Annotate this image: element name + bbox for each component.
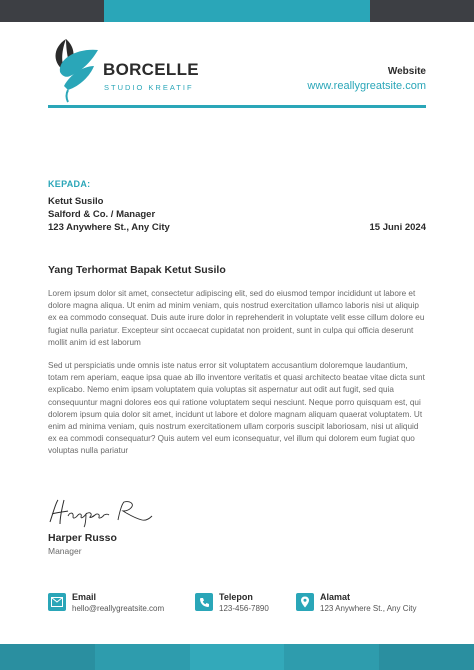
recipient-name: Ketut Susilo xyxy=(48,196,104,207)
contact-phone xyxy=(195,592,269,613)
header-divider xyxy=(48,105,426,108)
salutation: Yang Terhormat Bapak Ketut Susilo xyxy=(48,264,226,276)
top-bar-dark-right xyxy=(370,0,474,22)
contact-address xyxy=(296,592,417,613)
mail-icon xyxy=(48,593,66,611)
bottom-bar-segment xyxy=(95,644,190,670)
recipient-label: KEPADA: xyxy=(48,179,91,189)
letter-date: 15 Juni 2024 xyxy=(369,222,426,233)
handwritten-signature xyxy=(46,496,156,528)
website-link[interactable]: www.reallygreatsite.com xyxy=(307,80,426,92)
brand-subtitle: STUDIO KREATIF xyxy=(104,83,194,92)
top-bar-teal xyxy=(104,0,370,22)
body-paragraph-1: Lorem ipsum dolor sit amet, consectetur adipiscing elit, sed do eiusmod tempor incididunt ut labore et dolore magna aliqua. Ut enim ad minim veniam, quis nostrud exercitation ullamco laboris nisi ut aliquip ex ea commodo consequat. Duis aute irure dolor in reprehenderit in voluptate velit esse cillum dolore eu fugiat nulla pariatur. Excepteur sint occaecat cupidatat non proident, sunt in culpa qui officia deserunt mollit anim id est laborum xyxy=(48,289,425,347)
address-label: Alamat xyxy=(320,592,351,602)
bottom-color-bar xyxy=(0,644,474,670)
top-color-bar xyxy=(0,0,474,22)
phone-icon xyxy=(195,593,213,611)
phone-value[interactable]: 123-456-7890 xyxy=(219,604,269,613)
phone-label: Telepon xyxy=(219,592,253,602)
recipient-address: 123 Anywhere St., Any City xyxy=(48,222,170,233)
website-label: Website xyxy=(387,66,426,77)
email-value[interactable]: hello@reallygreatsite.com xyxy=(72,604,165,613)
recipient-company: Salford & Co. / Manager xyxy=(48,209,156,220)
signer-title: Manager xyxy=(48,546,82,556)
signer-name: Harper Russo xyxy=(48,532,117,544)
address-value: 123 Anywhere St., Any City xyxy=(320,604,417,613)
bottom-bar-segment xyxy=(190,644,285,670)
location-pin-icon xyxy=(296,593,314,611)
bottom-bar-segment xyxy=(0,644,95,670)
bottom-bar-segment xyxy=(284,644,379,670)
body-paragraph-2: Sed ut perspiciatis unde omnis iste natus error sit voluptatem accusantium doloremque laudantium, totam rem aperiam, eaque ipsa quae ab illo inventore veritatis et quasi architecto beatae vitae dicta sunt explicabo. Nemo enim ipsam voluptatem quia voluptas sit aspernatur aut odit aut fugit, sed quia consequuntur magni dolores eos qui ratione voluptatem sequi nesciunt. Neque porro quisquam est, qui dolorem ipsum quia dolor sit amet, incidunt ut labore et dolore magnam aliquam quaerat voluptatem. Ut enim ad minima veniam, quis nostrum exercitationem ullam corporis suscipit laboriosam, nisi ut aliquid ex ea commodi consequatur? Quis autem vel eum iconsequatur, vel illum qui dolorem eum fugiat quo voluptas nulla pariatur xyxy=(48,361,425,456)
bottom-bar-segment xyxy=(379,644,474,670)
borcelle-logo-icon xyxy=(50,36,102,104)
top-bar-dark-left xyxy=(0,0,104,22)
email-label: Email xyxy=(72,592,97,602)
brand-name: BORCELLE xyxy=(103,60,199,79)
contact-email xyxy=(48,592,164,613)
